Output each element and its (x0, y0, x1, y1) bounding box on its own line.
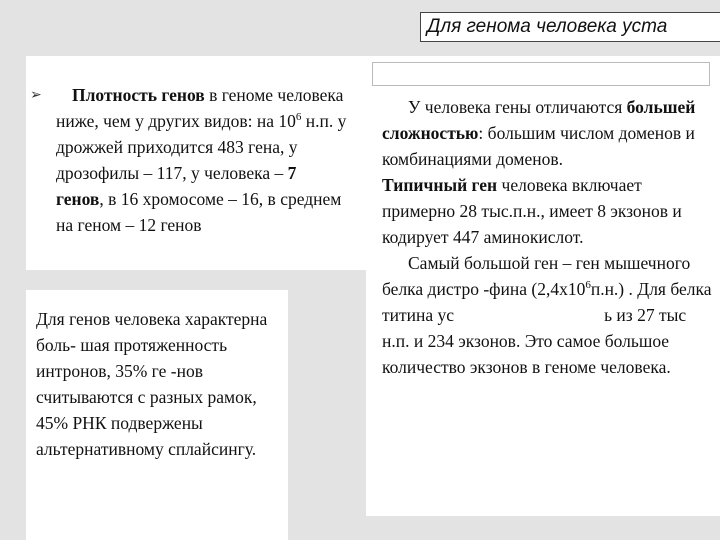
arrow-bullet-icon: ➢ (30, 87, 42, 103)
complexity-paragraph: У человека гены отличаются большей сложностью: большим числом доменов и комбинациями доменов. (382, 97, 696, 169)
gene-complexity-block (382, 94, 716, 380)
typical-gene-paragraph: Типичный ген человека включает примерно 28 тыс.п.н., имеет 8 экзонов и кодирует 447 аминокислот. (382, 175, 682, 247)
introns-text: Для генов человека характерна боль- шая протяженность интронов, 35% ге -нов считываются с разных рамок, 45% РНК подвержены альтернативному сплайсингу. (36, 309, 268, 459)
gene-density-heading: Плотность генов (72, 85, 205, 105)
introns-block (36, 306, 286, 462)
gene-density-block (30, 82, 348, 238)
right-panel-frame (372, 62, 710, 86)
slide-title: Для генома человека уста (420, 12, 720, 42)
largest-gene-paragraph: Самый большой ген – ген мышечного белка дистро -фина $(2,4х10^6п.н.)$ . Для белка титина ус ь из 27 тыс н.п. и 234 экзонов. Это самое большое количество экзонов в геноме человека. (382, 253, 712, 377)
gene-density-text: Плотность генов в геноме человека ниже, чем у других видов: на $10^6$ н.п. у дрожжей приходится 483 гена, у дрозофилы – 117, у человека – 7 генов, в 16 хромосоме – 16, в среднем на геном – 12 генов (56, 85, 347, 235)
